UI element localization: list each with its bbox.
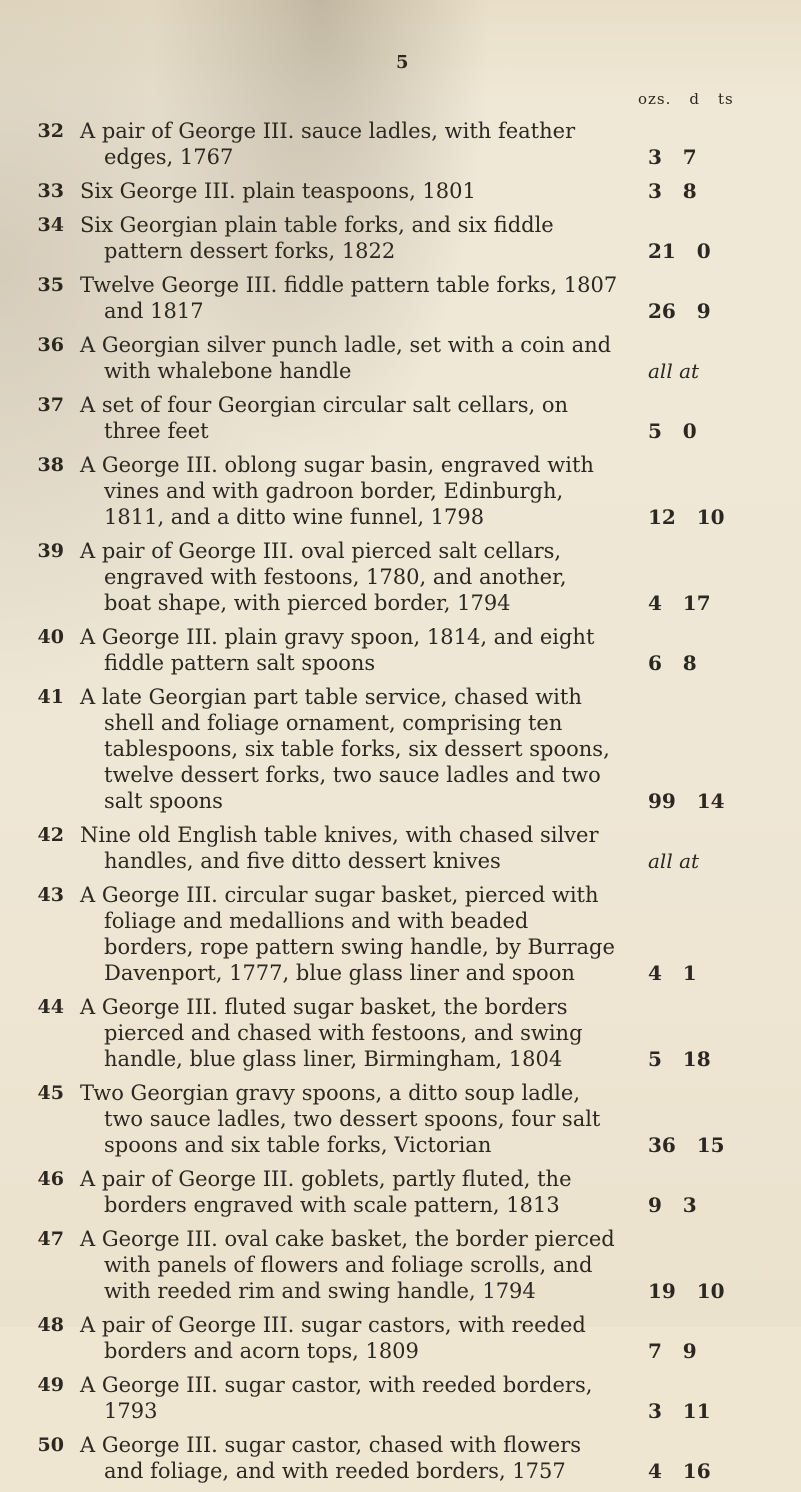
lot-number: 37 <box>37 394 64 416</box>
lot-description: Twelve George III. fiddle pattern table forks, 1807 and 1817 <box>80 273 618 323</box>
lot-description: A pair of George III. sauce ladles, with feather edges, 1767 <box>80 119 576 169</box>
lot-number: 48 <box>37 1314 64 1336</box>
lot-description: Six Georgian plain table forks, and six fiddle pattern dessert forks, 1822 <box>80 213 554 263</box>
lot-number: 45 <box>37 1082 64 1104</box>
lot-entry <box>28 332 788 384</box>
lot-description: A George III. oval cake basket, the border pierced with panels of flowers and foliage scrolls, and with reeded rim and swing handle, 1794 <box>80 1227 615 1303</box>
lot-number: 47 <box>37 1228 64 1250</box>
lot-entry <box>28 1166 788 1218</box>
lot-description-wrapper <box>80 178 620 204</box>
lot-description: A George III. oblong sugar basin, engraved with vines and with gadroon border, Edinburgh, 1811, and a ditto wine funnel, 1798 <box>80 453 594 529</box>
lot-entry <box>28 994 788 1072</box>
lot-number: 44 <box>37 996 64 1018</box>
lot-price: 5 0 <box>648 419 697 443</box>
lot-price: 9 3 <box>648 1193 697 1217</box>
lot-entry <box>28 118 788 170</box>
lot-description: A George III. plain gravy spoon, 1814, and eight fiddle pattern salt spoons <box>80 625 595 675</box>
lot-price: 4 16 <box>648 1459 711 1483</box>
lot-description: A Georgian silver punch ladle, set with a coin and with whalebone handle <box>80 333 612 383</box>
lot-description: A late Georgian part table service, chased with shell and foliage ornament, comprising ten tablespoons, six table forks, six dessert spoons, twelve dessert forks, two sauce ladles and two salt spoons <box>80 685 610 813</box>
lot-price: 6 8 <box>648 651 697 675</box>
lot-number: 46 <box>37 1168 64 1190</box>
lot-entry <box>28 212 788 264</box>
lot-number: 35 <box>37 274 64 296</box>
lot-entry <box>28 538 788 616</box>
column-header-d: d <box>689 90 701 108</box>
lot-entry <box>28 272 788 324</box>
lot-description-wrapper <box>80 332 620 384</box>
lot-entry <box>28 1080 788 1158</box>
lot-description: A George III. circular sugar basket, pierced with foliage and medallions and with beaded borders, rope pattern swing handle, by Burrage Davenport, 1777, blue glass liner and spoon <box>80 883 615 985</box>
lot-price: 99 14 <box>648 789 725 813</box>
lot-description: A set of four Georgian circular salt cellars, on three feet <box>80 393 569 443</box>
lot-entry <box>28 452 788 530</box>
lot-description-wrapper <box>80 624 620 676</box>
column-header-ts: ts <box>718 90 734 108</box>
lot-description-wrapper <box>80 684 620 814</box>
lot-number: 36 <box>37 334 64 356</box>
lot-entry <box>28 1372 788 1424</box>
lot-description: Nine old English table knives, with chased silver handles, and five ditto dessert knives <box>80 823 599 873</box>
lot-price: all at <box>648 849 700 873</box>
lot-description-wrapper <box>80 882 620 986</box>
column-headers <box>638 90 752 108</box>
lot-description-wrapper <box>80 212 620 264</box>
lot-number: 41 <box>37 686 64 708</box>
lot-description-wrapper <box>80 1166 620 1218</box>
lot-number: 50 <box>37 1434 64 1456</box>
lot-price: 26 9 <box>648 299 711 323</box>
lot-description: A pair of George III. sugar castors, with reeded borders and acorn tops, 1809 <box>80 1313 586 1363</box>
lot-entry <box>28 1312 788 1364</box>
lot-description: A pair of George III. oval pierced salt cellars, engraved with festoons, 1780, and another, boat shape, with pierced border, 1794 <box>80 539 567 615</box>
lot-description-wrapper <box>80 272 620 324</box>
lot-number: 33 <box>37 180 64 202</box>
lot-price: 3 8 <box>648 179 697 203</box>
lot-price: 19 10 <box>648 1279 725 1303</box>
lot-price: 21 0 <box>648 239 711 263</box>
lot-description: A George III. sugar castor, chased with flowers and foliage, and with reeded borders, 1757 <box>80 1433 582 1483</box>
lot-description-wrapper <box>80 1312 620 1364</box>
lot-entry <box>28 624 788 676</box>
lot-description-wrapper <box>80 822 620 874</box>
lot-price: 3 11 <box>648 1399 711 1423</box>
lot-number: 43 <box>37 884 64 906</box>
lot-description-wrapper <box>80 994 620 1072</box>
lot-description: A George III. fluted sugar basket, the borders pierced and chased with festoons, and swing handle, blue glass liner, Birmingham, 1804 <box>80 995 583 1071</box>
lot-price: 4 1 <box>648 961 697 985</box>
lot-price: 12 10 <box>648 505 725 529</box>
lot-price: 36 15 <box>648 1133 725 1157</box>
lot-number: 40 <box>37 626 64 648</box>
lot-number: 32 <box>37 120 64 142</box>
lot-entry <box>28 684 788 814</box>
lot-price: 7 9 <box>648 1339 697 1363</box>
lot-number: 42 <box>37 824 64 846</box>
lot-description-wrapper <box>80 1080 620 1158</box>
lot-entry <box>28 1226 788 1304</box>
page-number: 5 <box>396 52 409 73</box>
lot-description-wrapper <box>80 118 620 170</box>
lot-number: 38 <box>37 454 64 476</box>
lot-number: 39 <box>37 540 64 562</box>
lot-description: A George III. sugar castor, with reeded borders, 1793 <box>80 1373 593 1423</box>
lot-entry <box>28 882 788 986</box>
lot-description: Two Georgian gravy spoons, a ditto soup ladle, two sauce ladles, two dessert spoons, four salt spoons and six table forks, Victorian <box>80 1081 601 1157</box>
lot-description-wrapper <box>80 538 620 616</box>
lot-description-wrapper <box>80 392 620 444</box>
lot-description: A pair of George III. goblets, partly fluted, the borders engraved with scale pattern, 1813 <box>80 1167 572 1217</box>
lot-price: all at <box>648 359 700 383</box>
lot-number: 49 <box>37 1374 64 1396</box>
lot-entry <box>28 392 788 444</box>
lot-description-wrapper <box>80 452 620 530</box>
lot-number: 34 <box>37 214 64 236</box>
column-header-ozs: ozs. <box>638 90 672 108</box>
lot-description: Six George III. plain teaspoons, 1801 <box>80 179 476 203</box>
lot-entry <box>28 1432 788 1484</box>
lot-price: 4 17 <box>648 591 711 615</box>
lot-list <box>28 118 788 1492</box>
lot-entry <box>28 178 788 204</box>
lot-price: 5 18 <box>648 1047 711 1071</box>
lot-description-wrapper <box>80 1432 620 1484</box>
lot-description-wrapper <box>80 1226 620 1304</box>
lot-price: 3 7 <box>648 145 697 169</box>
lot-entry <box>28 822 788 874</box>
lot-description-wrapper <box>80 1372 620 1424</box>
